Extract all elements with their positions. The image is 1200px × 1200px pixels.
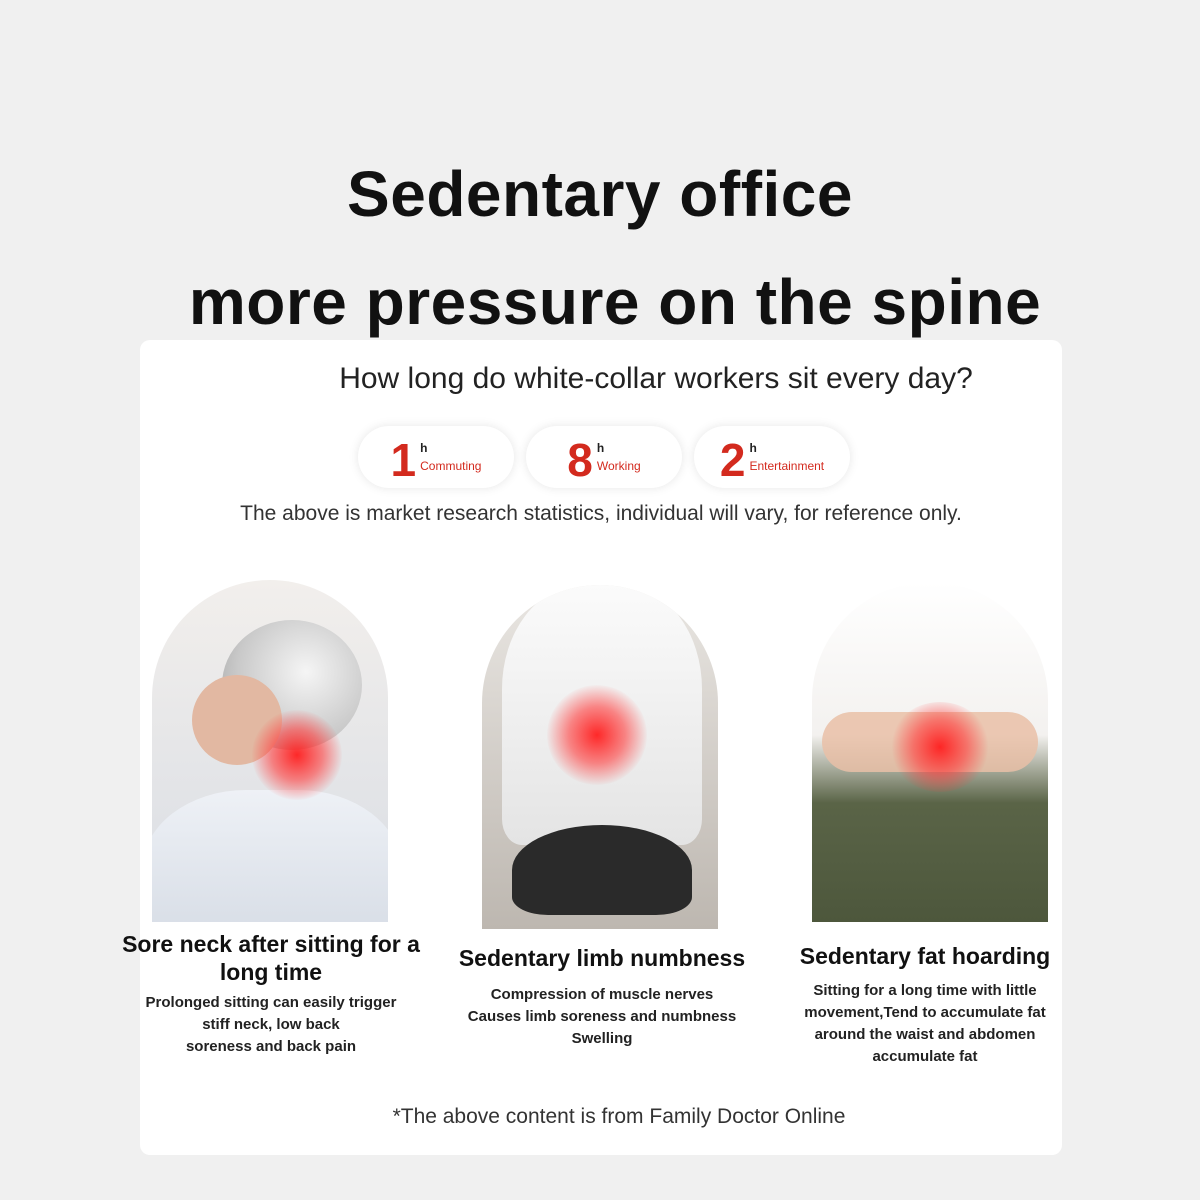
info-card	[122, 340, 1062, 1155]
back-pain-photo	[482, 585, 718, 929]
research-note: The above is market research statistics, individual will vary, for reference only.	[240, 502, 962, 525]
stat-unit: h	[749, 441, 757, 455]
neck-title: Sore neck after sitting for a long time	[122, 931, 420, 985]
belly-fat-photo	[812, 582, 1048, 922]
limb-desc-line: Swelling	[571, 1030, 633, 1047]
neck-desc-line: stiff neck, low back	[202, 1016, 340, 1033]
question-text: How long do white-collar workers sit every day?	[339, 362, 973, 395]
headline	[0, 140, 1200, 356]
stat-unit: h	[420, 441, 428, 455]
fat-column	[780, 942, 1070, 1068]
fat-desc-line: movement,Tend to accumulate fat	[804, 1004, 1046, 1021]
neck-desc-line: Prolonged sitting can easily trigger	[145, 994, 397, 1011]
limb-desc-line: Compression of muscle nerves	[490, 986, 714, 1003]
fat-description	[780, 980, 1070, 1068]
fat-desc-line: Sitting for a long time with little	[813, 982, 1037, 999]
headline-line-2: more pressure on the spine	[188, 266, 1042, 338]
neck-column	[106, 930, 436, 1058]
limb-description	[437, 984, 767, 1050]
stat-value: 8	[567, 434, 593, 486]
neck-desc-line: soreness and back pain	[185, 1038, 357, 1055]
fat-title: Sedentary fat hoarding	[799, 943, 1051, 969]
stat-working	[526, 426, 682, 488]
neck-pain-glow	[252, 710, 342, 800]
chair-silhouette	[512, 825, 692, 915]
belly-pain-glow	[890, 702, 990, 792]
source-footer: *The above content is from Family Doctor Online	[392, 1105, 846, 1128]
neck-pain-photo	[152, 580, 388, 922]
sitting-stats	[358, 426, 850, 488]
fat-desc-line: accumulate fat	[872, 1048, 978, 1065]
back-pain-glow	[547, 685, 647, 785]
stat-value: 1	[390, 434, 417, 486]
stat-unit: h	[596, 441, 605, 455]
stat-label: Entertainment	[749, 459, 825, 473]
limb-title: Sedentary limb numbness	[458, 945, 746, 971]
stat-label: Working	[596, 459, 641, 473]
limb-column	[437, 944, 767, 1050]
stat-commuting	[358, 426, 514, 488]
stat-label: Commuting	[420, 459, 482, 473]
neck-description	[106, 992, 436, 1058]
limb-desc-line: Causes limb soreness and numbness	[467, 1008, 737, 1025]
headline-line-1: Sedentary office	[347, 158, 853, 230]
fat-desc-line: around the waist and abdomen	[814, 1026, 1036, 1043]
shoulder-silhouette	[152, 790, 388, 922]
stat-entertainment	[694, 426, 850, 488]
stat-value: 2	[719, 434, 746, 486]
